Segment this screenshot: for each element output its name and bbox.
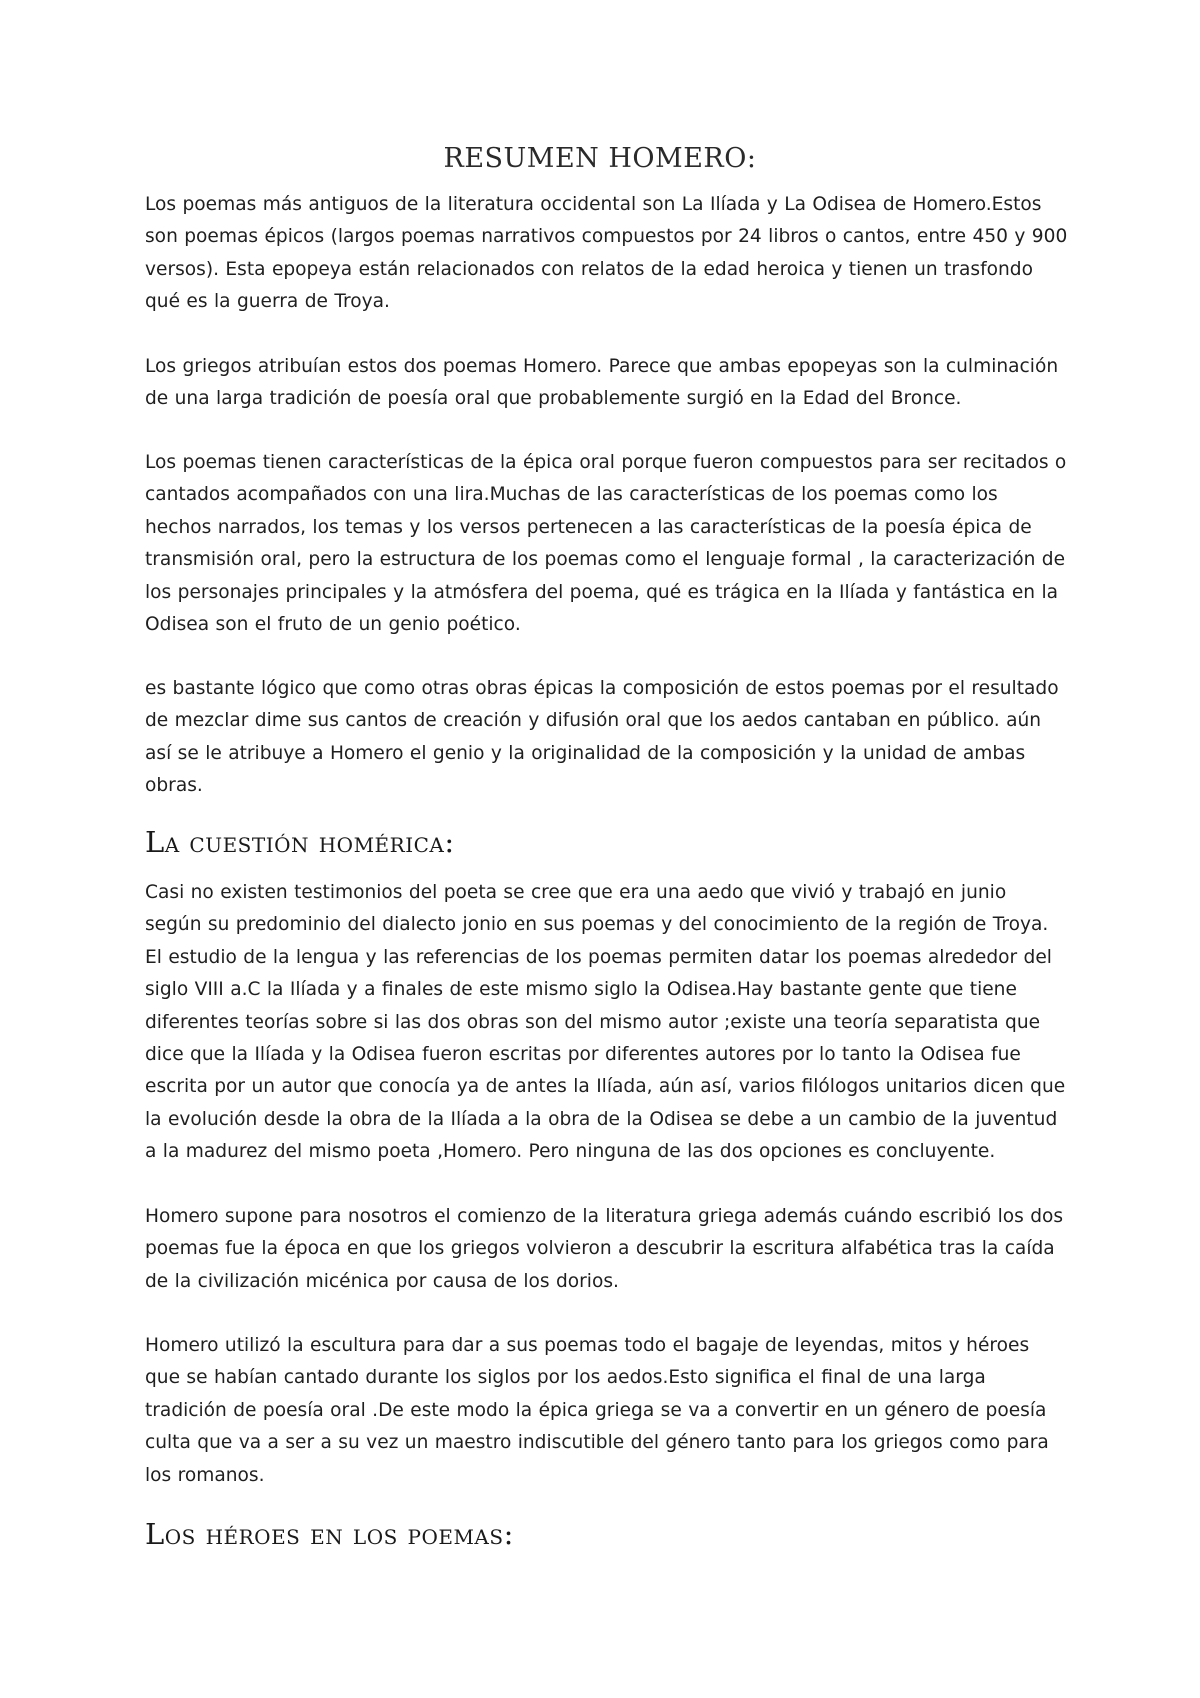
cuestion-paragraph-3: Homero utilizó la escultura para dar a sus poemas todo el bagaje de leyendas, mitos y héroes que se habían cantado durante los siglos por los aedos.Esto significa el final de una larga tradición de poesía oral .De este modo la épica griega se va a convertir en un género de poesía culta que va a ser a su vez un maestro indiscutible del género tanto para los griegos como para los romanos. [145,1335,1049,1486]
intro-paragraph-1: Los poemas más antiguos de la literatura occidental son La Ilíada y La Odisea de Homero.Estos son poemas épicos (largos poemas narrativos compuestos por 24 libros o cantos, entre 450 y 900 versos). Esta epopeya están relacionados con relatos de la edad heroica y tienen un trasfondo qué es la guerra de Troya. [145,194,1068,313]
section-heading-heroes: Los héroes en los poemas: [145,1517,514,1551]
section-heading-cuestion-homerica: La cuestión homérica: [145,825,455,859]
intro-paragraph-3: Los poemas tienen características de la épica oral porque fueron compuestos para ser recitados o cantados acompañados con una lira.Muchas de las características de los poemas como los hechos narrados, los temas y los versos pertenecen a las características de la poesía épica de transmisión oral, pero la estructura de los poemas como el lenguaje formal , la caracterización de los personajes principales y la atmósfera del poema, qué es trágica en la Ilíada y fantástica en la Odisea son el fruto de un genio poético. [145,452,1067,636]
cuestion-paragraph-1: Casi no existen testimonios del poeta se cree que era una aedo que vivió y trabajó en junio según su predominio del dialecto jonio en sus poemas y del conocimiento de la región de Troya. El estudio de la lengua y las referencias de los poemas permiten datar los poemas alrededor del siglo VIII a.C la Ilíada y a finales de este mismo siglo la Odisea.Hay bastante gente que tiene diferentes teorías sobre si las dos obras son del mismo autor ;existe una teoría separatista que dice que la Ilíada y la Odisea fueron escritas por diferentes autores por lo tanto la Odisea fue escrita por un autor que conocía ya de antes la Ilíada, aún así, varios filólogos unitarios dicen que la evolución desde la obra de la Ilíada a la obra de la Odisea se debe a un cambio de la juventud a la madurez del mismo poeta ,Homero. Pero ninguna de las dos opciones es concluyente. [145,882,1066,1163]
intro-paragraph-4: es bastante lógico que como otras obras épicas la composición de estos poemas por el resultado de mezclar dime sus cantos de creación y difusión oral que los aedos cantaban en público. aún así se le atribuye a Homero el genio y la originalidad de la composición y la unidad de ambas obras. [145,678,1059,797]
page-title: RESUMEN HOMERO: [443,143,757,174]
intro-paragraph-2: Los griegos atribuían estos dos poemas Homero. Parece que ambas epopeyas son la culminación de una larga tradición de poesía oral que probablemente surgió en la Edad del Bronce. [145,356,1059,410]
cuestion-paragraph-2: Homero supone para nosotros el comienzo de la literatura griega además cuándo escribió los dos poemas fue la época en que los griegos volvieron a descubrir la escritura alfabética tras la caída de la civilización micénica por causa de los dorios. [145,1206,1064,1292]
